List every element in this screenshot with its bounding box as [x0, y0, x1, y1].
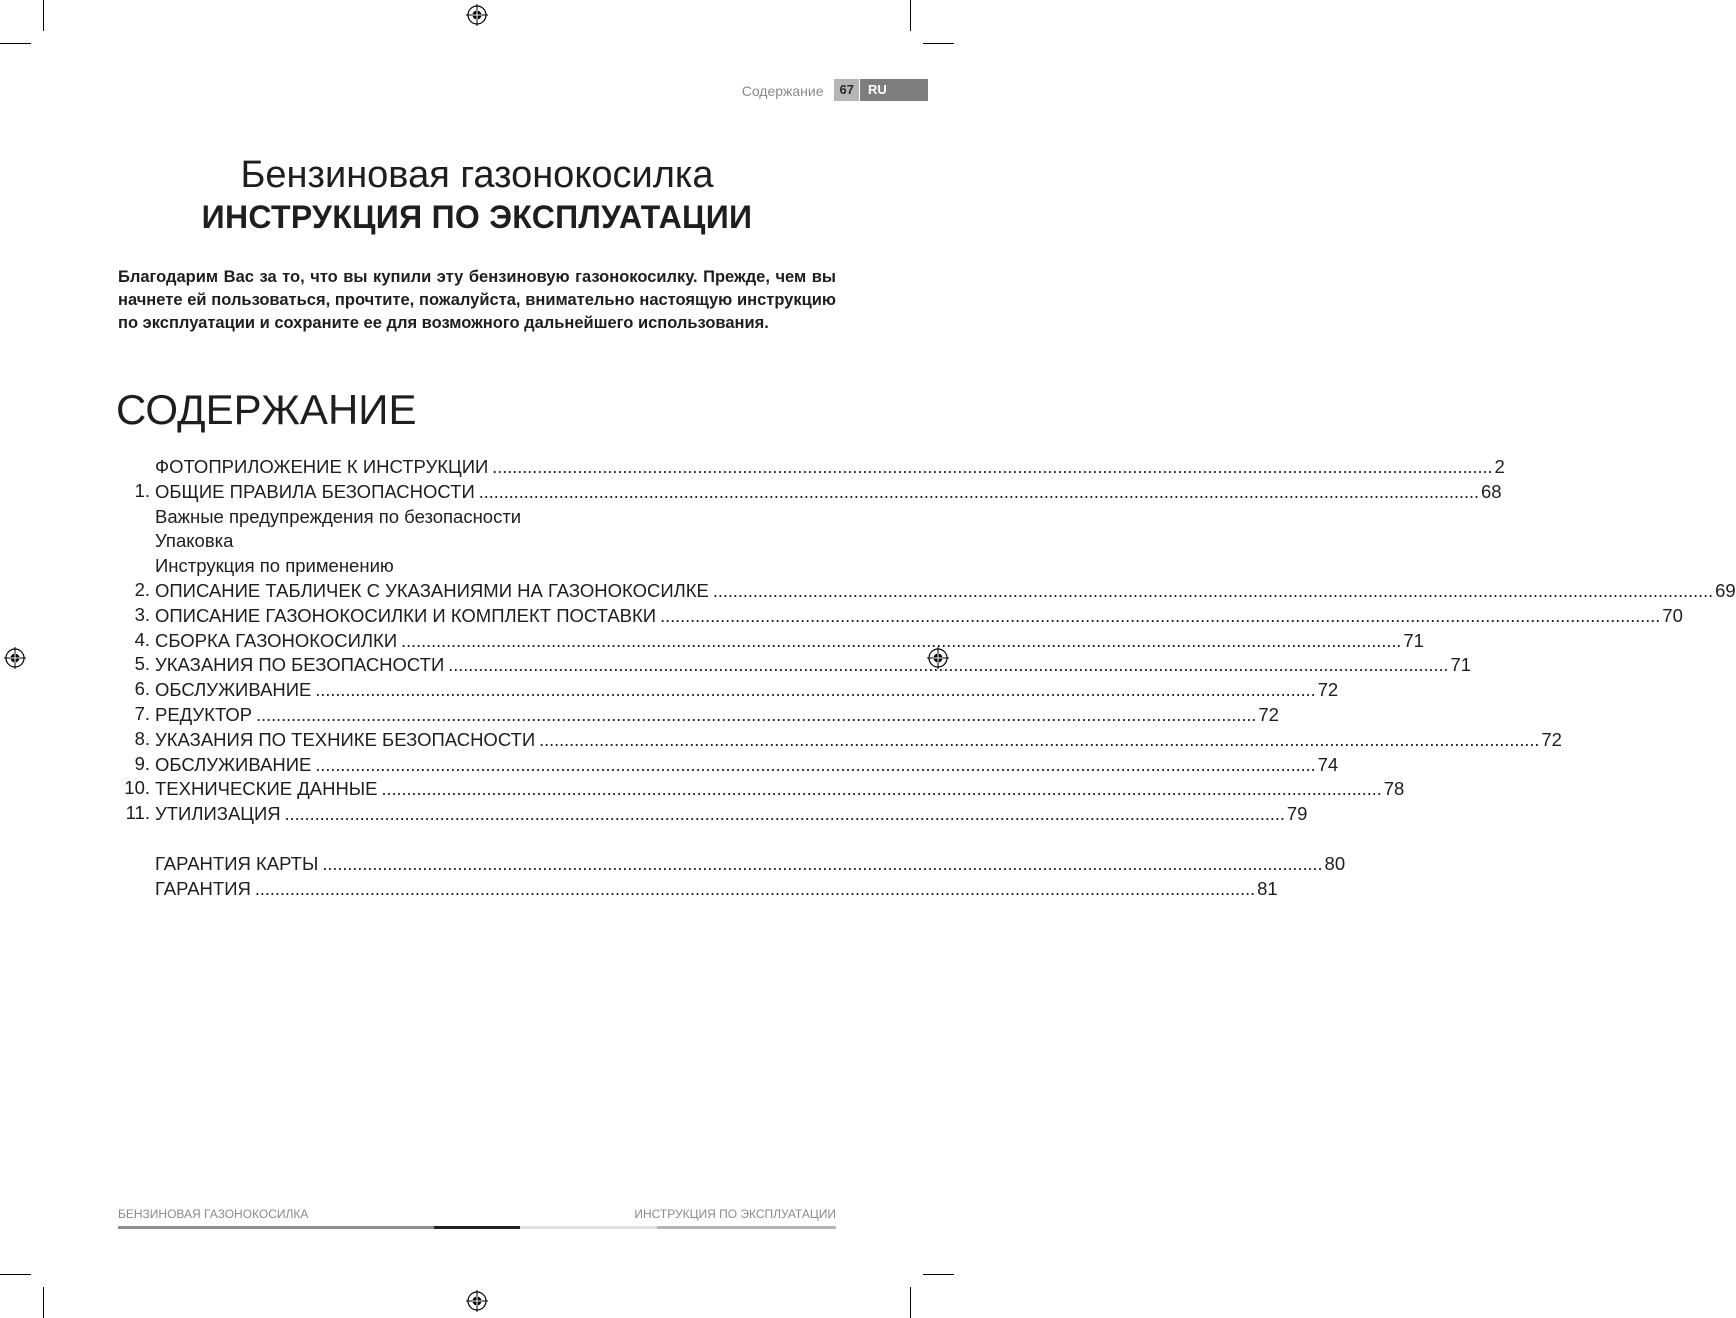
toc-entry[interactable] [155, 604, 1683, 629]
toc-row [118, 578, 1736, 604]
toc-page: 2 [1494, 456, 1505, 477]
toc-number: 1. [134, 479, 150, 501]
toc-row [118, 603, 1683, 629]
toc-leader: ........................................................................................................................................................................................................ [448, 655, 1449, 676]
toc-entry[interactable] [155, 802, 1308, 827]
toc-entry[interactable] [155, 777, 1405, 802]
page-header [742, 79, 928, 101]
toc-entry[interactable] [155, 505, 836, 530]
toc-leader: ........................................................................................................................................................................................................ [401, 630, 1402, 651]
toc-entry[interactable] [155, 728, 1562, 753]
toc-label: УТИЛИЗАЦИЯ [155, 803, 281, 825]
toc-leader: ........................................................................................................................................................................................................ [660, 605, 1661, 626]
toc-page: 80 [1324, 852, 1346, 874]
toc-label: ОБСЛУЖИВАНИЕ [155, 679, 312, 701]
toc-page: 72 [1317, 679, 1339, 701]
toc-entry[interactable] [155, 678, 1339, 703]
toc-leader: ........................................................................................................................................................................................................ [539, 729, 1540, 750]
toc-row [118, 678, 1339, 703]
toc-label: РЕДУКТОР [155, 703, 253, 725]
toc-label: ОБСЛУЖИВАНИЕ [155, 753, 312, 775]
section-label: Содержание [741, 83, 824, 99]
document-subtitle: ИНСТРУКЦИЯ ПО ЭКСПЛУАТАЦИИ [201, 199, 753, 235]
toc-row [118, 702, 1279, 728]
table-of-contents [118, 455, 1736, 901]
toc-label: УКАЗАНИЯ ПО ТЕХНИКЕ БЕЗОПАСНОСТИ [155, 728, 536, 750]
toc-row [118, 479, 1502, 505]
toc-label: ГАРАНТИЯ КАРТЫ [155, 852, 319, 874]
toc-row [118, 827, 836, 852]
toc-page: 78 [1383, 778, 1405, 800]
toc-row [118, 777, 1405, 802]
toc-row [118, 455, 1505, 480]
toc-row [118, 727, 1562, 753]
toc-row [118, 802, 1308, 827]
toc-page: 79 [1286, 803, 1308, 825]
toc-row [118, 628, 1424, 654]
intro-paragraph: Благодарим Вас за то, что вы купили эту бензиновую газонокосилку. Прежде, чем вы начнете ей пользоваться, прочтите, пожалуйста, внимательно настоящую инструкцию по эксплуатации и сохраните ее для возможного дальнейшего использования. [118, 268, 836, 332]
toc-page: 68 [1480, 480, 1502, 502]
toc-entry[interactable] [155, 480, 1502, 505]
toc-label: Важные предупреждения по безопасности [155, 505, 522, 527]
toc-leader: ........................................................................................................................................................................................................ [381, 779, 1382, 800]
toc-row [118, 852, 1346, 877]
toc-entry[interactable] [155, 852, 1346, 877]
toc-page: 74 [1317, 753, 1339, 775]
toc-page: 70 [1662, 604, 1683, 626]
toc-number: 6. [134, 678, 150, 700]
toc-entry[interactable] [155, 703, 1279, 728]
language-badge: RU [860, 79, 928, 101]
toc-leader: ........................................................................................................................................................................................................ [284, 804, 1285, 825]
document-title: Бензиновая газонокосилка [240, 154, 714, 196]
registration-mark-icon [466, 1290, 488, 1312]
toc-label: ОБЩИЕ ПРАВИЛА БЕЗОПАСНОСТИ [155, 480, 475, 502]
toc-number: 9. [134, 752, 150, 774]
toc-label: ОПИСАНИЕ ГАЗОНОКОСИЛКИ И КОМПЛЕКТ ПОСТАВКИ [155, 604, 657, 626]
toc-row [118, 554, 836, 579]
toc-leader: ........................................................................................................................................................................................................ [492, 457, 1493, 477]
registration-mark-icon [4, 647, 26, 669]
toc-number: 4. [134, 628, 150, 650]
toc-entry[interactable] [155, 579, 1736, 604]
toc-row [118, 653, 1472, 678]
toc-leader: ........................................................................................................................................................................................................ [322, 853, 1323, 874]
toc-label: УКАЗАНИЯ ПО БЕЗОПАСНОСТИ [155, 654, 445, 676]
page-number: 67 [834, 79, 859, 101]
toc-leader: ........................................................................................................................................................................................................ [256, 704, 1257, 725]
toc-heading: СОДЕРЖАНИЕ [116, 386, 417, 433]
toc-label: ФОТОПРИЛОЖЕНИЕ К ИНСТРУКЦИИ [155, 456, 489, 477]
toc-number: 2. [134, 578, 150, 600]
toc-label: ГАРАНТИЯ [155, 877, 251, 899]
toc-page: 71 [1403, 629, 1424, 651]
toc-leader: ........................................................................................................................................................................................................ [315, 680, 1316, 701]
toc-entry[interactable] [155, 753, 1339, 778]
toc-page: 71 [1450, 654, 1472, 676]
toc-page: 81 [1257, 877, 1278, 899]
toc-entry[interactable] [155, 554, 836, 579]
toc-label: СБОРКА ГАЗОНОКОСИЛКИ [155, 629, 398, 651]
toc-page: 72 [1258, 703, 1279, 725]
toc-label: Инструкция по применению [155, 555, 394, 577]
toc-row [118, 752, 1339, 778]
toc-leader: ........................................................................................................................................................................................................ [712, 580, 1714, 601]
toc-number: 8. [134, 727, 150, 749]
footer-right: ИНСТРУКЦИЯ ПО ЭКСПЛУАТАЦИИ [634, 1207, 836, 1221]
toc-entry[interactable] [155, 653, 1472, 678]
toc-page: 69 [1715, 579, 1736, 601]
toc-number: 3. [134, 603, 150, 625]
toc-label: ТЕХНИЧЕСКИЕ ДАННЫЕ [155, 778, 378, 800]
toc-entry[interactable] [155, 877, 1278, 902]
toc-label: ОПИСАНИЕ ТАБЛИЧЕК С УКАЗАНИЯМИ НА ГАЗОНОКОСИЛКЕ [155, 579, 709, 601]
toc-row [118, 877, 1278, 902]
toc-row [118, 505, 836, 530]
toc-number: 10. [124, 777, 150, 799]
registration-mark-icon [466, 4, 488, 26]
toc-entry[interactable] [155, 629, 1424, 654]
toc-entry[interactable] [155, 455, 1505, 480]
toc-number: 7. [134, 702, 150, 724]
toc-leader: ........................................................................................................................................................................................................ [315, 754, 1316, 775]
toc-number: 11. [125, 802, 150, 824]
toc-page: 72 [1541, 728, 1562, 750]
toc-leader: ........................................................................................................................................................................................................ [478, 481, 1479, 502]
toc-number: 5. [134, 653, 150, 675]
footer-left: БЕНЗИНОВАЯ ГАЗОНОКОСИЛКА [118, 1207, 309, 1221]
toc-leader: ........................................................................................................................................................................................................ [254, 878, 1256, 899]
toc-row [118, 529, 836, 554]
toc-label: Упаковка [155, 530, 234, 552]
toc-entry[interactable] [155, 529, 836, 554]
